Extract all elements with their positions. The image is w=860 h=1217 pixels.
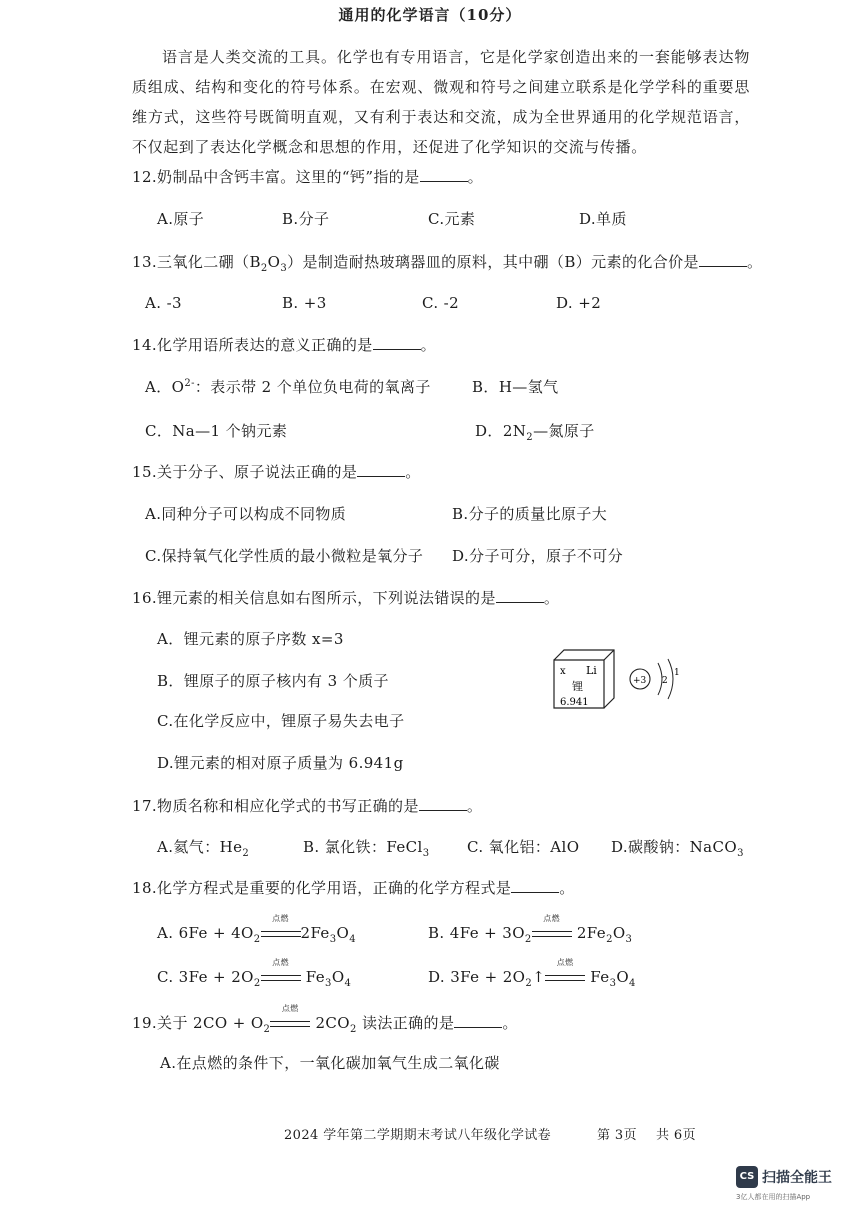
question-13-stem: 13.三氧化二硼（B (132, 253, 261, 271)
subscript: 3 (625, 934, 633, 945)
question-17 (132, 795, 482, 816)
q15-option-b: B.分子的质量比原子大 (452, 505, 608, 523)
formula-part: O (267, 253, 281, 271)
question-19 (132, 1004, 518, 1035)
equation-left: A. 6Fe + 4O (157, 924, 254, 942)
equation-right: Fe (590, 968, 610, 986)
question-end: 。 (746, 253, 763, 271)
q17-option-d (611, 836, 744, 859)
question-16-stem: 16.锂元素的相关信息如右图所示，下列说法错误的是 (132, 589, 496, 607)
q14-option-d (475, 420, 595, 443)
answer-blank (511, 880, 559, 893)
reaction-equals-sign (261, 914, 301, 942)
equation-right: O (331, 968, 345, 986)
option-text: B. 氯化铁：FeCl (303, 838, 423, 856)
answer-blank (699, 254, 747, 267)
shell-1-electrons: 2 (662, 676, 668, 686)
atomic-number-label: x (560, 666, 566, 677)
option-text: —氮原子 (533, 422, 595, 440)
subscript: 3 (280, 263, 288, 274)
gas-arrow: ↑ (532, 968, 546, 986)
q16-option-d: D.锂元素的相对原子质量为 6.941g (157, 754, 404, 772)
subscript: 4 (349, 934, 356, 945)
reaction-equals-sign (532, 914, 572, 942)
question-19-stem-rest: 读法正确的是 (356, 1014, 455, 1032)
q18-option-c (157, 958, 352, 989)
answer-blank (496, 590, 544, 603)
answer-blank (420, 169, 468, 182)
equation-right: O (612, 924, 626, 942)
reaction-condition: 点燃 (272, 914, 289, 923)
question-end: 。 (559, 879, 575, 897)
answer-blank (419, 798, 467, 811)
q14-option-b: B．H—氢气 (472, 378, 559, 396)
subscript: 2 (526, 432, 534, 443)
question-end: 。 (467, 168, 483, 186)
q17-option-a (157, 836, 249, 859)
subscript: 3 (422, 848, 430, 859)
question-16 (132, 587, 559, 608)
question-end: 。 (466, 797, 483, 815)
equation-right: 2Fe (300, 924, 330, 942)
footer-exam-title: 2024 学年第二学期期末考试八年级化学试卷 (284, 1128, 552, 1143)
question-12-stem: 12.奶制品中含钙丰富。这里的“钙”指的是 (132, 168, 420, 186)
option-text: ：表示带 2 个单位负电荷的氧离子 (194, 378, 431, 396)
q16-option-a: A．锂元素的原子序数 x=3 (157, 630, 344, 648)
question-14-stem: 14.化学用语所表达的意义正确的是 (132, 336, 373, 354)
nucleus-charge: +3 (633, 676, 647, 686)
question-12 (132, 166, 483, 187)
lithium-element-card (550, 648, 620, 710)
q18-option-d (428, 958, 636, 989)
question-19-stem: 19.关于 2CO + O (132, 1014, 264, 1032)
reaction-equals-sign (261, 958, 301, 986)
q12-option-d: D.单质 (579, 210, 627, 228)
element-symbol: Li (586, 664, 597, 677)
q13-option-b: B. +3 (282, 294, 327, 312)
answer-blank (454, 1015, 502, 1028)
equation-right: 2Fe (576, 924, 607, 942)
subscript: 4 (629, 978, 636, 989)
footer-page-number: 第 3页 (597, 1128, 638, 1143)
q12-option-b: B.分子 (282, 210, 330, 228)
question-end: 。 (502, 1014, 518, 1032)
q17-option-c: C. 氧化铝：AlO (467, 838, 580, 856)
q19-option-a: A.在点燃的条件下，一氧化碳加氧气生成二氧化碳 (160, 1054, 500, 1072)
q18-option-b (428, 914, 633, 945)
reaction-equals-sign (270, 1004, 310, 1032)
subscript: 2 (524, 934, 532, 945)
q14-option-c: C．Na—1 个钠元素 (145, 422, 288, 440)
q16-option-c: C.在化学反应中，锂原子易失去电子 (157, 712, 405, 730)
answer-blank (357, 464, 405, 477)
question-15 (132, 461, 421, 482)
watermark-tagline: 3亿人都在用的扫描App (736, 1193, 811, 1201)
equation-left: C. 3Fe + 2O (157, 968, 254, 986)
q15-option-a: A.同种分子可以构成不同物质 (145, 505, 347, 523)
question-17-stem: 17.物质名称和相应化学式的书写正确的是 (132, 797, 419, 815)
question-13-stem-rest: ）是制造耐热玻璃器皿的原料，其中硼（B）元素的化合价是 (287, 253, 699, 271)
equation-right: O (616, 968, 630, 986)
q15-option-d: D.分子可分，原子不可分 (452, 547, 624, 565)
shell-2-electrons: 1 (674, 668, 680, 678)
question-end: 。 (543, 589, 560, 607)
subscript: 2 (525, 978, 533, 989)
subscript: 2 (253, 978, 261, 989)
q16-option-b: B．锂原子的原子核内有 3 个质子 (157, 672, 389, 690)
subscript: 2 (606, 934, 613, 945)
equation-right: O (336, 924, 350, 942)
question-18 (132, 877, 575, 898)
subscript: 3 (329, 934, 337, 945)
reaction-condition: 点燃 (543, 914, 561, 923)
section-title: 通用的化学语言（10分） (338, 6, 522, 24)
subscript: 2 (242, 848, 250, 859)
subscript: 2 (253, 934, 261, 945)
intro-paragraph: 语言是人类交流的工具。化学也有专用语言，它是化学家创造出来的一套能够表达物质组成、结构和变化的符号体系。在宏观、微观和符号之间建立联系是化学学科的重要思维方式，这些符号既简明直观，又有利于表达和交流，成为全世界通用的化学规范语言，不仅起到了表达化学概念和思想的作用，还促进了化学知识的交流与传播。 (132, 48, 750, 156)
equation-right: 2CO (315, 1014, 351, 1032)
subscript: 2 (260, 263, 268, 274)
q13-option-c: C. -2 (422, 294, 460, 312)
scanner-watermark (736, 1162, 846, 1208)
subscript: 3 (737, 848, 744, 859)
question-14 (132, 334, 436, 355)
reaction-condition: 点燃 (556, 958, 574, 967)
watermark-app-name: 扫描全能王 (762, 1170, 832, 1186)
reaction-equals-sign (545, 958, 585, 986)
q12-option-c: C.元素 (428, 210, 476, 228)
subscript: 3 (609, 978, 617, 989)
footer-total-pages: 共 6页 (656, 1128, 697, 1143)
q13-option-a: A. -3 (145, 294, 182, 312)
q13-option-d: D. +2 (556, 294, 602, 312)
subscript: 3 (325, 978, 332, 989)
question-end: 。 (405, 463, 421, 481)
element-name: 锂 (572, 680, 583, 693)
reaction-condition: 点燃 (272, 958, 290, 967)
q12-option-a: A.原子 (157, 210, 205, 228)
option-text: A.氦气：He (157, 838, 243, 856)
equation-left: D. 3Fe + 2O (428, 968, 526, 986)
lithium-atom-structure (628, 655, 684, 703)
camscanner-logo-icon: CS (736, 1166, 758, 1188)
question-13 (132, 251, 762, 274)
question-18-stem: 18.化学方程式是重要的化学用语，正确的化学方程式是 (132, 879, 512, 897)
question-15-stem: 15.关于分子、原子说法正确的是 (132, 463, 358, 481)
subscript: 4 (344, 978, 352, 989)
option-text: A．O (145, 378, 185, 396)
subscript: 2 (263, 1024, 271, 1035)
q17-option-b (303, 836, 429, 859)
answer-blank (373, 337, 421, 350)
q18-option-a (157, 914, 356, 945)
superscript: 2- (184, 378, 195, 389)
atomic-mass: 6.941 (560, 697, 589, 708)
option-text: D．2N (475, 422, 527, 440)
subscript: 2 (350, 1024, 357, 1035)
question-end: 。 (420, 336, 437, 354)
reaction-condition: 点燃 (281, 1004, 299, 1013)
equation-left: B. 4Fe + 3O (428, 924, 525, 942)
equation-right: Fe (305, 968, 326, 986)
option-text: D.碳酸钠：NaCO (611, 838, 738, 856)
q15-option-c: C.保持氧气化学性质的最小微粒是氧分子 (145, 547, 424, 565)
q14-option-a (145, 376, 431, 397)
